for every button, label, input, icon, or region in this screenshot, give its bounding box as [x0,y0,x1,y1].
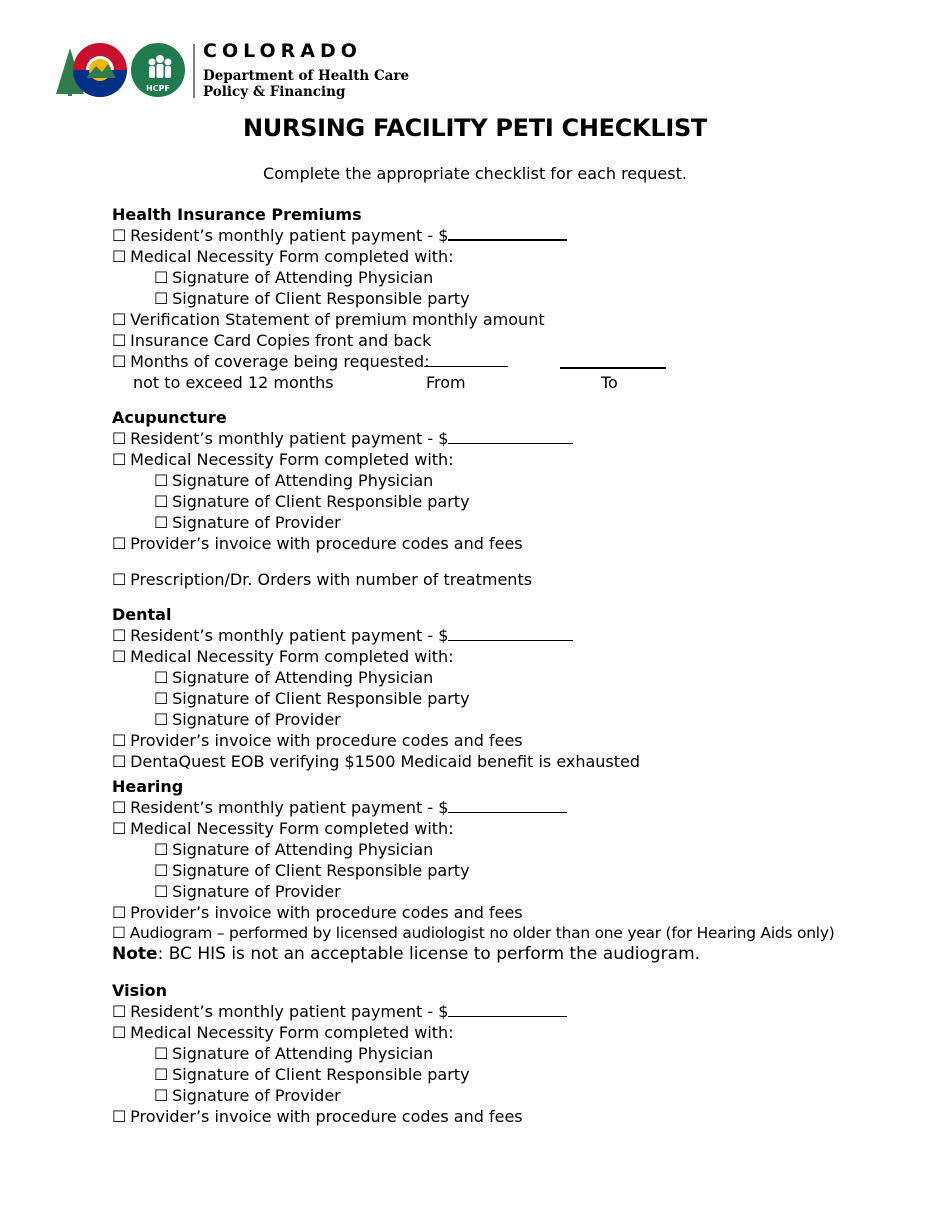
hearing-audiogram-item[interactable]: ☐ Audiogram – performed by licensed audiologist no older than one year (for Hearing Aids only) [112,924,835,942]
page-subtitle: Complete the appropriate checklist for each request. [263,164,687,183]
months-to-field[interactable] [560,367,666,369]
checkbox[interactable]: ☐ [112,752,127,771]
acupuncture-sig-client-item[interactable]: ☐ Signature of Client Responsible party [154,492,470,511]
section-heading-vision: Vision [112,981,167,1000]
payment-amount-field[interactable] [448,429,573,444]
payment-amount-field[interactable] [448,798,567,813]
checkbox[interactable]: ☐ [154,668,169,687]
checkbox[interactable]: ☐ [112,731,127,750]
checkbox[interactable]: ☐ [112,924,126,942]
logo-state: COLORADO [203,40,362,62]
health-months-item[interactable]: ☐ Months of coverage being requested: [112,352,430,371]
dental-payment-item[interactable]: ☐ Resident’s monthly patient payment - $ [112,625,573,646]
checkbox[interactable]: ☐ [112,534,127,553]
logo-dept-line1: Department of Health Care [203,68,410,84]
checkbox[interactable]: ☐ [154,289,169,308]
checkbox[interactable]: ☐ [154,861,169,880]
checkbox[interactable]: ☐ [112,798,127,817]
checkbox[interactable]: ☐ [112,352,127,371]
acupuncture-prescription-item[interactable]: ☐ Prescription/Dr. Orders with number of treatments [112,570,533,589]
section-heading-hearing: Hearing [112,777,184,796]
checkbox[interactable]: ☐ [154,882,169,901]
checkbox[interactable]: ☐ [112,1107,127,1126]
checkbox[interactable]: ☐ [154,513,169,532]
health-card-item[interactable]: ☐ Insurance Card Copies front and back [112,331,432,350]
checkbox[interactable]: ☐ [112,819,127,838]
health-payment-item[interactable]: ☐ Resident’s monthly patient payment - $ [112,225,567,246]
hearing-mnf-item[interactable]: ☐ Medical Necessity Form completed with: [112,819,454,838]
payment-amount-field[interactable] [448,1002,567,1017]
acupuncture-sig-provider-item[interactable]: ☐ Signature of Provider [154,513,341,532]
acupuncture-invoice-item[interactable]: ☐ Provider’s invoice with procedure codes and fees [112,534,523,553]
months-to-label: To [601,373,618,392]
checkbox[interactable]: ☐ [112,429,127,448]
acupuncture-payment-item[interactable]: ☐ Resident’s monthly patient payment - $ [112,428,573,449]
vision-invoice-item[interactable]: ☐ Provider’s invoice with procedure codes and fees [112,1107,523,1126]
checkbox[interactable]: ☐ [112,247,127,266]
hearing-sig-client-item[interactable]: ☐ Signature of Client Responsible party [154,861,470,880]
hearing-sig-provider-item[interactable]: ☐ Signature of Provider [154,882,341,901]
checkbox[interactable]: ☐ [154,268,169,287]
dental-invoice-item[interactable]: ☐ Provider’s invoice with procedure codes and fees [112,731,523,750]
checkbox[interactable]: ☐ [112,226,127,245]
vision-sig-provider-item[interactable]: ☐ Signature of Provider [154,1086,341,1105]
checkbox[interactable]: ☐ [112,647,127,666]
vision-mnf-item[interactable]: ☐ Medical Necessity Form completed with: [112,1023,454,1042]
acupuncture-mnf-item[interactable]: ☐ Medical Necessity Form completed with: [112,450,454,469]
checkbox[interactable]: ☐ [154,1065,169,1084]
checkbox[interactable]: ☐ [112,331,127,350]
dental-sig-physician-item[interactable]: ☐ Signature of Attending Physician [154,668,434,687]
dental-sig-provider-item[interactable]: ☐ Signature of Provider [154,710,341,729]
checkbox[interactable]: ☐ [112,903,127,922]
health-sig-client-item[interactable]: ☐ Signature of Client Responsible party [154,289,470,308]
checkbox[interactable]: ☐ [154,1044,169,1063]
hearing-payment-item[interactable]: ☐ Resident’s monthly patient payment - $ [112,797,567,818]
section-heading-health: Health Insurance Premiums [112,205,362,224]
page-title: NURSING FACILITY PETI CHECKLIST [242,114,708,142]
checkbox[interactable]: ☐ [154,1086,169,1105]
hearing-note [112,944,700,965]
hearing-invoice-item[interactable]: ☐ Provider’s invoice with procedure codes and fees [112,903,523,922]
dental-eob-item[interactable]: ☐ DentaQuest EOB verifying $1500 Medicaid benefit is exhausted [112,752,641,771]
checkbox[interactable]: ☐ [154,471,169,490]
checkbox[interactable]: ☐ [154,689,169,708]
hearing-sig-physician-item[interactable]: ☐ Signature of Attending Physician [154,840,434,859]
months-from-label: From [426,373,466,392]
vision-sig-client-item[interactable]: ☐ Signature of Client Responsible party [154,1065,470,1084]
checkbox[interactable]: ☐ [154,492,169,511]
months-from-field[interactable] [424,366,508,367]
checkbox[interactable]: ☐ [112,626,127,645]
health-verification-item[interactable]: ☐ Verification Statement of premium monthly amount [112,310,545,329]
note-label: Note [112,944,158,964]
checkbox[interactable]: ☐ [154,710,169,729]
vision-sig-physician-item[interactable]: ☐ Signature of Attending Physician [154,1044,434,1063]
checkbox[interactable]: ☐ [112,450,127,469]
checkbox[interactable]: ☐ [112,570,127,589]
logo-badge: HCPF [146,84,170,93]
note-text: : BC HIS is not an acceptable license to perform the audiogram. [157,944,701,964]
section-heading-dental: Dental [112,605,172,624]
dental-sig-client-item[interactable]: ☐ Signature of Client Responsible party [154,689,470,708]
logo-text [203,40,409,100]
payment-amount-field[interactable] [448,225,567,241]
checkbox[interactable]: ☐ [112,1002,127,1021]
health-sig-physician-item[interactable]: ☐ Signature of Attending Physician [154,268,434,287]
health-not-exceed: not to exceed 12 months [133,373,334,392]
logo-dept-line2: Policy & Financing [203,84,346,100]
section-heading-acupuncture: Acupuncture [112,408,227,427]
health-mnf-item[interactable]: ☐ Medical Necessity Form completed with: [112,247,454,266]
payment-amount-field[interactable] [448,626,573,641]
vision-payment-item[interactable]: ☐ Resident’s monthly patient payment - $ [112,1001,567,1022]
checkbox[interactable]: ☐ [112,1023,127,1042]
checkbox[interactable]: ☐ [154,840,169,859]
acupuncture-sig-physician-item[interactable]: ☐ Signature of Attending Physician [154,471,434,490]
checkbox[interactable]: ☐ [112,310,127,329]
dental-mnf-item[interactable]: ☐ Medical Necessity Form completed with: [112,647,454,666]
